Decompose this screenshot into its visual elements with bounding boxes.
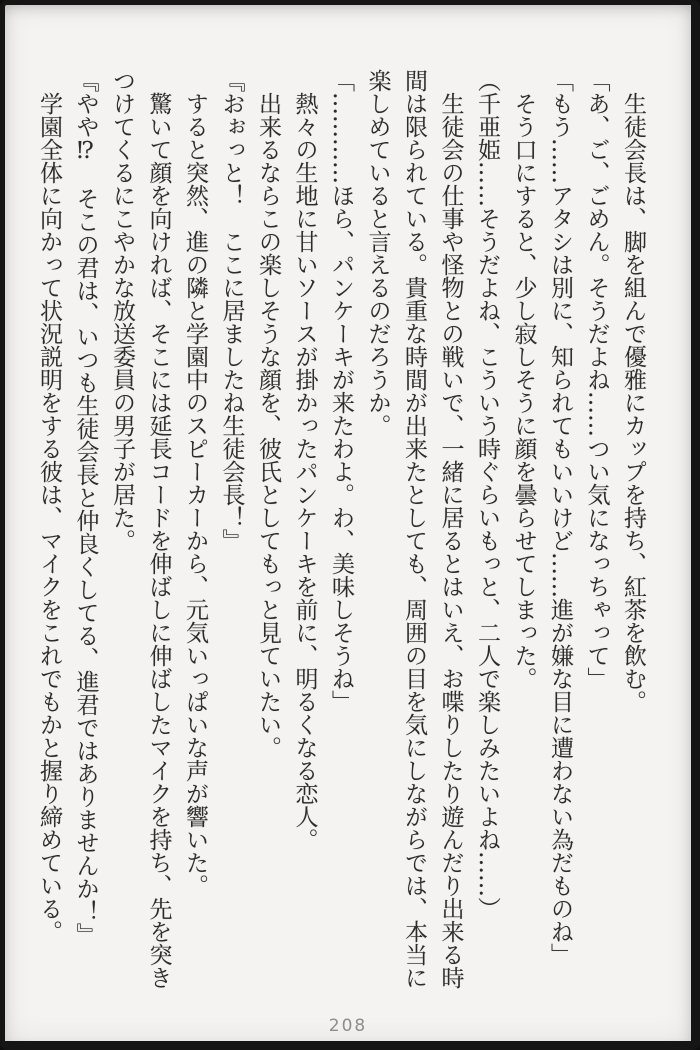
paragraph: 「あ、ご、ごめん。そうだよね……つい気になっちゃって」 bbox=[583, 69, 610, 690]
paragraph: そう口にすると、少し寂しそうに顔を曇らせてしまった。 bbox=[510, 69, 537, 690]
paragraph: 「もう……アタシは別に、知られてもいいけど……進が嫌な目に遭わない為だものね」 bbox=[547, 69, 573, 966]
paragraph: 学園全体に向かって状況説明をする彼は、マイクをこれでもかと握り締めている。 bbox=[36, 69, 62, 943]
paragraph: （千亜姫……そうだよね、こういう時ぐらいもっと、二人で楽しみたいよね……） bbox=[474, 69, 500, 920]
paragraph: 生徒会の仕事や怪物との戦いで、一緒に居るとはいえ、お喋りしたり遊んだり出来る時間は限られている。貴重な時間が出来たとしても、周囲の目を気にしながらでは、本当に楽しめていると言えるのだろうか。 bbox=[364, 69, 464, 989]
paragraph: 生徒会長は、脚を組んで優雅にカップを持ち、紅茶を飲む。 bbox=[620, 69, 646, 713]
paragraph: 熱々の生地に甘いソースが掛かったパンケーキを前に、明るくなる恋人。 bbox=[291, 69, 318, 851]
paragraph: 『やや⁉ そこの君は、いつも生徒会長と仲良くしてる、進君ではありませんか！』 bbox=[72, 69, 99, 946]
paragraph: 出来るならこの楽しそうな顔を、彼氏としてもっと見ていたい。 bbox=[255, 69, 281, 759]
page-number: 208 bbox=[328, 1016, 368, 1036]
paragraph: 『おぉっと！ ここに居ましたね生徒会長！』 bbox=[218, 69, 245, 552]
vertical-text-block bbox=[26, 69, 651, 989]
paragraph: 驚いて顔を向ければ、そこには延長コードを伸ばしに伸ばしたマイクを持ち、先を突きつけてくるにこやかな放送委員の男子が居た。 bbox=[109, 69, 172, 989]
paragraph: すると突然、進の隣と学園中のスピーカーから、元気いっぱいな声が響いた。 bbox=[182, 69, 208, 897]
paragraph: 「…………ほら、パンケーキが来たわよ。わ、美味しそうね」 bbox=[328, 69, 354, 713]
